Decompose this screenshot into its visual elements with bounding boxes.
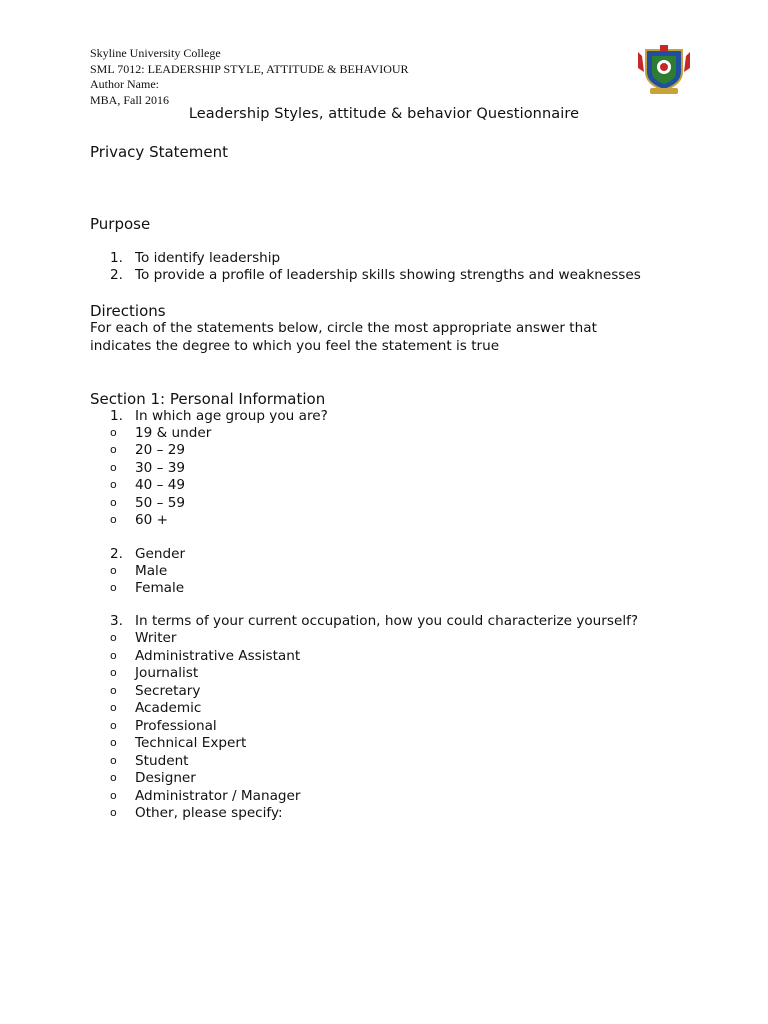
option-item[interactable] [110,718,217,736]
option-item[interactable] [110,425,211,443]
bullet-circle-icon: o [110,478,117,491]
question-occupation [110,613,638,631]
section1-heading: Section 1: Personal Information [90,390,326,408]
author-name: Author Name: [90,77,159,91]
option-item[interactable] [110,788,300,806]
question-number: 3. [110,613,123,629]
privacy-heading: Privacy Statement [90,143,229,161]
option-label: 40 – 49 [135,477,186,493]
option-item[interactable] [110,683,200,701]
option-label: Writer [135,630,177,646]
purpose-item [110,267,641,285]
question-gender [110,546,185,564]
document-header [90,46,409,108]
option-item[interactable] [110,805,283,823]
bullet-circle-icon: o [110,581,117,594]
question-number: 1. [110,408,123,424]
bullet-circle-icon: o [110,789,117,802]
bullet-circle-icon: o [110,426,117,439]
bullet-circle-icon: o [110,666,117,679]
option-label: Journalist [135,665,199,681]
option-label: Secretary [135,683,201,699]
option-label: Administrative Assistant [135,648,301,664]
bullet-circle-icon: o [110,649,117,662]
option-label: Academic [135,700,202,716]
bullet-circle-icon: o [110,684,117,697]
bullet-circle-icon: o [110,736,117,749]
option-item[interactable] [110,735,246,753]
option-item[interactable] [110,648,300,666]
option-label: 19 & under [135,425,212,441]
option-item[interactable] [110,770,196,788]
bullet-circle-icon: o [110,496,117,509]
option-label: Other, please specify: [135,805,283,821]
institution-name: Skyline University College [90,46,221,60]
item-text: To provide a profile of leadership skills showing strengths and weaknesses [135,267,641,283]
question-age [110,408,328,426]
option-label: 50 – 59 [135,495,186,511]
option-label: Female [135,580,185,596]
question-text: In terms of your current occupation, how you could characterize yourself? [135,613,639,629]
option-label: 30 – 39 [135,460,186,476]
option-label: 20 – 29 [135,442,186,458]
question-text: In which age group you are? [135,408,328,424]
bullet-circle-icon: o [110,443,117,456]
university-crest-logo [636,42,692,98]
option-label: Technical Expert [135,735,247,751]
item-number: 1. [110,250,123,266]
option-label: Designer [135,770,196,786]
directions-heading: Directions [90,302,166,320]
option-item[interactable] [110,512,168,530]
option-item[interactable] [110,665,198,683]
bullet-circle-icon: o [110,631,117,644]
question-text: Gender [135,546,186,562]
option-item[interactable] [110,495,185,513]
program-term: MBA, Fall 2016 [90,92,170,107]
option-label: Student [135,753,189,769]
bullet-circle-icon: o [110,754,117,767]
bullet-circle-icon: o [110,719,117,732]
option-item[interactable] [110,700,201,718]
purpose-heading: Purpose [90,215,151,233]
option-label: Administrator / Manager [135,788,301,804]
option-label: 60 + [135,512,169,528]
option-item[interactable] [110,477,185,495]
bullet-circle-icon: o [110,771,117,784]
option-item[interactable] [110,630,176,648]
directions-text-line: For each of the statements below, circle the most appropriate answer that [90,320,597,336]
question-number: 2. [110,546,123,562]
directions-text-line: indicates the degree to which you feel the statement is true [90,338,500,354]
bullet-circle-icon: o [110,806,117,819]
purpose-item [110,250,280,268]
course-code: SML 7012: LEADERSHIP STYLE, ATTITUDE & BEHAVIOUR [90,61,409,76]
item-number: 2. [110,267,123,283]
option-label: Male [135,563,168,579]
option-item[interactable] [110,563,167,581]
option-item[interactable] [110,442,185,460]
option-label: Professional [135,718,217,734]
bullet-circle-icon: o [110,461,117,474]
option-item[interactable] [110,460,185,478]
option-item[interactable] [110,753,189,771]
bullet-circle-icon: o [110,513,117,526]
item-text: To identify leadership [135,250,281,266]
bullet-circle-icon: o [110,701,117,714]
document-title: Leadership Styles, attitude & behavior Questionnaire [188,106,580,122]
bullet-circle-icon: o [110,564,117,577]
option-item[interactable] [110,580,184,598]
